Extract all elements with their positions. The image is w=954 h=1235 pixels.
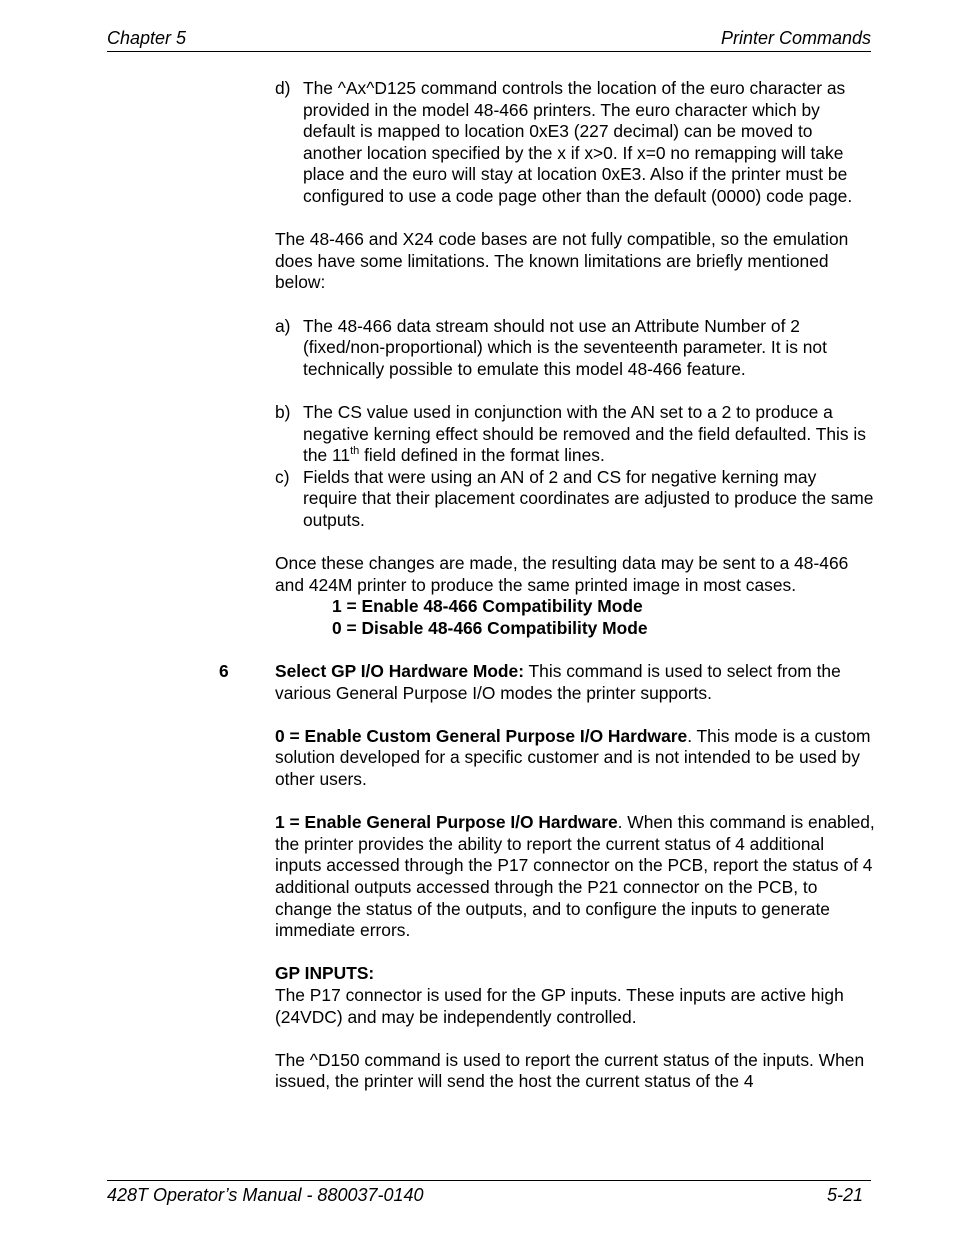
list-text — [303, 402, 875, 467]
d150-text: The ^D150 command is used to report the current status of the inputs. When issued, the printer will send the host the current status of the 4 — [275, 1049, 865, 1092]
footer-manual-title: 428T Operator’s Manual - 880037-0140 — [107, 1185, 424, 1205]
once-text: Once these changes are made, the resulting data may be sent to a 48-466 and 424M printer to produce the same printed image in most cases. — [275, 553, 849, 595]
limit-item-a — [275, 316, 875, 381]
text-part: field defined in the format lines. — [359, 445, 605, 466]
gp-inputs-heading: GP INPUTS: — [275, 963, 375, 984]
list-marker: d) — [275, 78, 291, 98]
page-body — [219, 78, 875, 1093]
list-marker: c) — [275, 466, 290, 487]
gp-inputs-text: The P17 connector is used for the GP inputs. These inputs are active high (24VDC) and may be independently controlled. — [275, 984, 844, 1027]
mode0-para — [275, 726, 875, 791]
command-6 — [219, 661, 875, 704]
command-text — [275, 661, 875, 704]
list-marker: a) — [275, 315, 291, 336]
limit-item-c — [275, 467, 875, 532]
mode1-para — [275, 812, 875, 942]
footer-page-number: 5-21 — [826, 1185, 863, 1205]
mode1-label: 1 = Enable General Purpose I/O Hardware — [275, 812, 618, 833]
command-desc: This command is used to select from the various General Purpose I/O modes the printer supports. — [275, 661, 841, 703]
page-header — [107, 27, 871, 52]
list-text: The ^Ax^D125 command controls the location of the euro character as provided in the model 48-466 printers. The euro character which by default is mapped to location 0xE3 (227 decimal) can be moved to another location specified by the x if x>0. If x=0 no remapping will take place and the euro will stay at location 0xE3. Also if the printer must be configured to use a code page other than the default (0000) code page. — [303, 78, 853, 206]
command-number: 6 — [219, 661, 229, 682]
command-title: Select GP I/O Hardware Mode: — [275, 661, 525, 682]
compat-intro: The 48-466 and X24 code bases are not fully compatible, so the emulation does have some limitations. The known limitations are briefly mentioned below: — [275, 229, 849, 293]
mode-disable: 0 = Disable 48-466 Compatibility Mode — [332, 617, 648, 638]
header-chapter: Chapter 5 — [107, 28, 187, 48]
mode0-text: . This mode is a custom solution developed for a specific customer and is not intended to be used by other users. — [275, 725, 871, 789]
list-text: The 48-466 data stream should not use an Attribute Number of 2 (fixed/non-proportional) which is the seventeenth parameter. It is not technically possible to emulate this model 48-466 feature. — [303, 315, 827, 379]
limit-item-b — [275, 402, 875, 467]
superscript: th — [350, 445, 360, 458]
mode1-text: . When this command is enabled, the printer provides the ability to report the current status of 4 additional inputs accessed through the P17 connector on the PCB, report the status of 4 additional outputs accessed through the P21 connector on the PCB, to change the status of the outputs, and to configure the inputs to generate immediate errors. — [275, 812, 875, 941]
list-item-d — [275, 78, 875, 208]
list-text: Fields that were using an AN of 2 and CS for negative kerning may require that their placement coordinates are adjusted to produce the same outputs. — [303, 466, 874, 530]
list-marker: b) — [275, 401, 291, 422]
mode0-label: 0 = Enable Custom General Purpose I/O Hardware — [275, 725, 688, 746]
mode-enable: 1 = Enable 48-466 Compatibility Mode — [332, 596, 643, 617]
header-section: Printer Commands — [720, 28, 871, 48]
text-part: The CS value used in conjunction with the AN set to a 2 to produce a negative kerning effect should be removed and the field defaulted. This is the 11 — [303, 401, 866, 466]
page-footer — [107, 1180, 871, 1207]
